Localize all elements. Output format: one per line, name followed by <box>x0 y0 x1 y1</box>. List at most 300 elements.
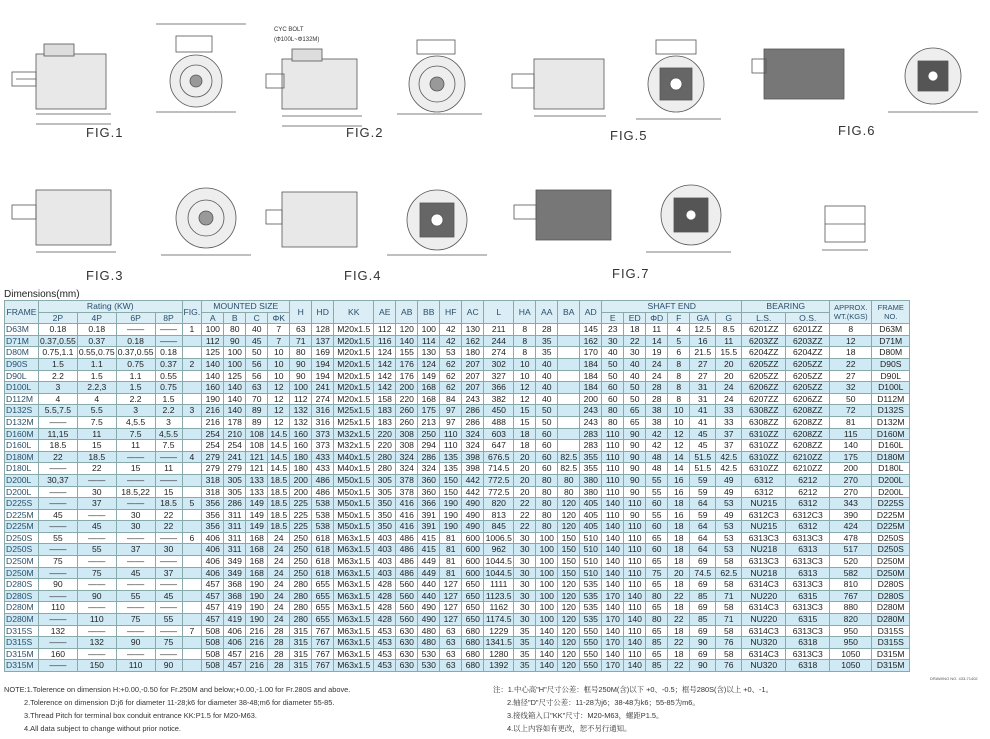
table-cell: 90 <box>690 660 716 672</box>
col-approx-wt: APPROX. WT.(KGS) <box>830 301 872 324</box>
table-cell: —— <box>116 324 155 336</box>
table-row <box>5 463 910 475</box>
col-ab: AB <box>396 301 418 324</box>
table-cell: 600 <box>462 567 484 579</box>
table-cell <box>182 602 202 614</box>
table-cell: 58 <box>716 625 742 637</box>
table-cell: 125 <box>202 347 224 359</box>
table-cell: 30 <box>514 579 536 591</box>
table-cell: 140 <box>602 567 624 579</box>
note-en-3: 3.Thread Pitch for terminal box conduit entrance KK:P1.5 for M20-M63. <box>24 711 257 720</box>
table-cell: 360 <box>418 474 440 486</box>
table-cell: 6206ZZ <box>786 393 830 405</box>
table-cell: 24 <box>268 544 290 556</box>
table-cell: 80 <box>536 474 558 486</box>
table-cell: 16 <box>668 486 690 498</box>
table-cell: 355 <box>580 451 602 463</box>
frame-cell: D225M <box>5 521 39 533</box>
table-cell: 50 <box>602 370 624 382</box>
table-cell: 8.5 <box>716 324 742 336</box>
table-cell: 207 <box>462 370 484 382</box>
table-cell: M63x1.5 <box>334 579 374 591</box>
table-cell: 120 <box>558 660 580 672</box>
table-cell: 31 <box>690 382 716 394</box>
table-cell: M63x1.5 <box>334 590 374 602</box>
col-kk: KK <box>334 301 374 324</box>
table-cell: 286 <box>224 498 246 510</box>
table-cell: —— <box>77 509 116 521</box>
table-cell: 600 <box>462 556 484 568</box>
table-cell: 405 <box>580 521 602 533</box>
table-cell: 85 <box>646 660 668 672</box>
table-cell: 63 <box>440 625 462 637</box>
table-cell: 6313C3 <box>742 556 786 568</box>
table-cell: 254 <box>202 440 224 452</box>
table-cell: 510 <box>580 556 602 568</box>
table-cell: 8 <box>668 358 690 370</box>
col-d: ΦD <box>646 312 668 324</box>
col-6p: 6P <box>116 312 155 324</box>
table-cell: 14 <box>646 335 668 347</box>
table-cell: 194 <box>312 358 334 370</box>
table-cell: 254 <box>224 440 246 452</box>
table-cell: 538 <box>312 498 334 510</box>
table-cell: 80 <box>602 405 624 417</box>
table-cell: 283 <box>580 440 602 452</box>
table-cell: 22 <box>77 463 116 475</box>
table-cell: 100 <box>224 358 246 370</box>
table-cell: 416 <box>396 509 418 521</box>
table-cell: 64 <box>690 544 716 556</box>
table-cell: M20x1.5 <box>334 393 374 405</box>
table-cell: 121 <box>246 463 268 475</box>
col-a: A <box>202 312 224 324</box>
table-cell: 62 <box>440 358 462 370</box>
table-cell: 0.55 <box>155 370 182 382</box>
table-cell: 80 <box>536 486 558 498</box>
table-cell: 22 <box>514 521 536 533</box>
table-cell: 33 <box>716 405 742 417</box>
col-ls: L.S. <box>742 312 786 324</box>
frame-no-cell: D225M <box>872 509 910 521</box>
table-cell: 324 <box>462 440 484 452</box>
table-cell: 37 <box>716 440 742 452</box>
table-cell: 21.5 <box>690 347 716 359</box>
frame-no-cell: D250M <box>872 567 910 579</box>
col-h: H <box>290 301 312 324</box>
table-cell: 69 <box>690 648 716 660</box>
table-cell: 75 <box>116 614 155 626</box>
table-cell: 6310ZZ <box>742 463 786 475</box>
table-cell: 33 <box>716 416 742 428</box>
table-cell: 6313C3 <box>786 648 830 660</box>
table-cell: 366 <box>418 498 440 510</box>
table-cell <box>558 382 580 394</box>
table-cell: 311 <box>224 544 246 556</box>
table-cell: 630 <box>396 637 418 649</box>
table-cell: 59 <box>690 474 716 486</box>
table-cell: 135 <box>440 451 462 463</box>
table-cell: 100 <box>536 614 558 626</box>
table-cell: 133 <box>246 474 268 486</box>
table-cell: 142 <box>374 358 396 370</box>
frame-cell: D160M <box>5 428 39 440</box>
table-cell: 110 <box>624 532 646 544</box>
table-cell: 22 <box>39 451 78 463</box>
table-cell: 3 <box>39 382 78 394</box>
table-cell: 428 <box>374 579 396 591</box>
table-cell: 31 <box>690 393 716 405</box>
table-cell: M25x1.5 <box>334 416 374 428</box>
table-cell: 12 <box>514 393 536 405</box>
table-cell: 486 <box>396 567 418 579</box>
table-cell: 18 <box>668 602 690 614</box>
table-cell: 457 <box>202 614 224 626</box>
table-cell: 170 <box>602 660 624 672</box>
table-cell: 140 <box>202 358 224 370</box>
table-cell: 772.5 <box>484 474 514 486</box>
table-cell <box>558 335 580 347</box>
table-cell: —— <box>155 451 182 463</box>
table-cell: 254 <box>202 428 224 440</box>
table-cell: 24 <box>646 358 668 370</box>
table-cell: 110 <box>39 602 78 614</box>
table-cell: 168 <box>418 382 440 394</box>
table-cell: 184 <box>580 358 602 370</box>
table-cell: 30 <box>116 521 155 533</box>
table-cell: 368 <box>224 590 246 602</box>
fig5-label: FIG.5 <box>610 128 648 143</box>
table-cell: 324 <box>396 451 418 463</box>
table-cell: —— <box>116 451 155 463</box>
table-cell: 7.5 <box>116 428 155 440</box>
table-cell: 1.5 <box>155 393 182 405</box>
table-cell: 530 <box>418 660 440 672</box>
table-cell: 216 <box>202 405 224 417</box>
table-cell: 450 <box>484 405 514 417</box>
table-cell: 170 <box>602 637 624 649</box>
table-cell: 442 <box>462 474 484 486</box>
table-cell: 12 <box>514 382 536 394</box>
table-cell: 71 <box>290 335 312 347</box>
table-cell: —— <box>155 335 182 347</box>
fig2-label: FIG.2 <box>346 125 384 140</box>
table-cell: 30 <box>514 556 536 568</box>
table-cell: 488 <box>484 416 514 428</box>
frame-no-cell: D63M <box>872 324 910 336</box>
motor-figures <box>0 0 990 285</box>
table-cell: 286 <box>418 451 440 463</box>
table-cell: 65 <box>646 532 668 544</box>
table-cell: 75 <box>155 637 182 649</box>
table-cell: 428 <box>374 590 396 602</box>
dimensions-table <box>4 300 910 672</box>
table-cell: 62 <box>440 370 462 382</box>
table-cell: 58 <box>716 602 742 614</box>
table-cell: —— <box>116 498 155 510</box>
table-cell: 100 <box>536 602 558 614</box>
col-2p: 2P <box>39 312 78 324</box>
table-cell: 22 <box>830 358 872 370</box>
frame-cell: D200L <box>5 474 39 486</box>
table-cell <box>182 590 202 602</box>
table-cell: 140 <box>624 660 646 672</box>
table-cell: 80 <box>646 590 668 602</box>
table-cell: 60 <box>646 498 668 510</box>
table-cell: 241 <box>312 382 334 394</box>
table-cell: 41 <box>690 416 716 428</box>
table-cell: 42.5 <box>716 451 742 463</box>
table-cell: 486 <box>396 544 418 556</box>
table-cell: 140 <box>602 532 624 544</box>
table-cell: 308 <box>396 440 418 452</box>
table-cell: 6208ZZ <box>786 440 830 452</box>
frame-no-cell: D280S <box>872 590 910 602</box>
frame-no-cell: D280M <box>872 614 910 626</box>
table-cell: 510 <box>580 567 602 579</box>
col-l: L <box>484 301 514 324</box>
table-row <box>5 405 910 417</box>
table-cell: 12.5 <box>690 324 716 336</box>
table-cell: 355 <box>580 463 602 475</box>
table-cell: NU320 <box>742 660 786 672</box>
table-cell: 132 <box>39 625 78 637</box>
table-cell: 324 <box>396 463 418 475</box>
table-row <box>5 602 910 614</box>
table-row <box>5 370 910 382</box>
table-cell: 1.1 <box>77 358 116 370</box>
table-cell: 6205ZZ <box>742 358 786 370</box>
table-cell: 216 <box>246 660 268 672</box>
table-cell: 0.18 <box>155 347 182 359</box>
table-cell: 184 <box>580 370 602 382</box>
table-cell: 18 <box>830 347 872 359</box>
shaft-detail-drawing <box>810 198 880 258</box>
table-cell: 311 <box>224 509 246 521</box>
table-cell: —— <box>77 474 116 486</box>
table-cell: 132 <box>290 416 312 428</box>
table-cell: 655 <box>312 602 334 614</box>
table-cell: 315 <box>290 637 312 649</box>
table-cell <box>558 416 580 428</box>
table-cell: 403 <box>374 556 396 568</box>
table-cell: 48 <box>646 451 668 463</box>
table-cell: 158 <box>374 393 396 405</box>
table-cell: NU218 <box>742 544 786 556</box>
table-cell: 28 <box>268 637 290 649</box>
table-cell: 490 <box>418 602 440 614</box>
table-cell: 650 <box>462 579 484 591</box>
table-cell: 60 <box>536 440 558 452</box>
col-hf: HF <box>440 301 462 324</box>
table-cell: 55 <box>155 614 182 626</box>
table-cell: 162 <box>462 335 484 347</box>
table-cell: 90 <box>39 579 78 591</box>
table-cell: 8 <box>514 324 536 336</box>
table-cell: 490 <box>418 614 440 626</box>
table-cell: 76 <box>716 660 742 672</box>
table-cell: 69 <box>690 602 716 614</box>
table-cell: 315 <box>290 648 312 660</box>
table-cell: 15 <box>116 463 155 475</box>
table-cell: 6208ZZ <box>786 405 830 417</box>
table-cell: 550 <box>580 637 602 649</box>
note-cn-2: 2.轴径"D"尺寸公差：11-28为j6；38-48为k6；55-85为m6。 <box>507 698 700 707</box>
table-cell: 11 <box>116 440 155 452</box>
table-cell: M63x1.5 <box>334 637 374 649</box>
table-cell: 180 <box>462 347 484 359</box>
table-cell: 324 <box>418 463 440 475</box>
table-cell: 150 <box>440 486 462 498</box>
table-cell: 100 <box>536 556 558 568</box>
table-cell <box>182 486 202 498</box>
table-cell: 950 <box>830 637 872 649</box>
table-cell: 15 <box>514 405 536 417</box>
table-cell: 603 <box>484 428 514 440</box>
table-cell: 16 <box>668 509 690 521</box>
table-cell: 183 <box>374 405 396 417</box>
frame-cell: D112M <box>5 393 39 405</box>
table-cell: 133 <box>246 486 268 498</box>
col-frame-no: FRAME NO. <box>872 301 910 324</box>
table-cell <box>558 358 580 370</box>
table-cell: 180 <box>290 451 312 463</box>
table-cell: 140 <box>202 370 224 382</box>
table-cell: 6313C3 <box>786 625 830 637</box>
table-cell: 160 <box>202 382 224 394</box>
table-cell: 65 <box>624 405 646 417</box>
table-cell: 170 <box>580 347 602 359</box>
table-cell: 16 <box>690 335 716 347</box>
table-cell: 6205ZZ <box>786 358 830 370</box>
table-cell: 127 <box>440 614 462 626</box>
table-cell: 213 <box>418 416 440 428</box>
table-cell: 74.5 <box>690 567 716 579</box>
table-cell: 116 <box>374 335 396 347</box>
table-cell: 64 <box>690 521 716 533</box>
table-cell: 538 <box>312 509 334 521</box>
table-cell: M40x1.5 <box>334 451 374 463</box>
table-cell: 140 <box>602 556 624 568</box>
table-cell: 311 <box>224 521 246 533</box>
frame-no-cell: D225S <box>872 498 910 510</box>
table-cell: 560 <box>396 579 418 591</box>
table-cell: 60 <box>646 521 668 533</box>
table-cell: 18.5 <box>268 474 290 486</box>
table-cell: 132 <box>77 637 116 649</box>
table-cell: 0.75 <box>116 358 155 370</box>
table-cell: 280 <box>290 602 312 614</box>
table-cell: 89 <box>246 416 268 428</box>
frame-cell: D132S <box>5 405 39 417</box>
table-row <box>5 451 910 463</box>
table-cell: 42 <box>440 335 462 347</box>
frame-cell: D225S <box>5 498 39 510</box>
table-cell: 90 <box>116 637 155 649</box>
frame-no-cell: D112M <box>872 393 910 405</box>
table-cell: 243 <box>580 405 602 417</box>
table-cell: 132 <box>290 405 312 417</box>
table-cell: 4 <box>182 451 202 463</box>
table-cell: 51.5 <box>690 463 716 475</box>
table-cell: 30 <box>602 335 624 347</box>
table-cell: 140 <box>224 393 246 405</box>
table-cell: 294 <box>418 440 440 452</box>
table-cell: 457 <box>202 579 224 591</box>
frame-cell: D250M <box>5 556 39 568</box>
table-cell: 24 <box>268 579 290 591</box>
table-row <box>5 625 910 637</box>
col-os: O.S. <box>786 312 830 324</box>
table-cell: 530 <box>418 648 440 660</box>
table-cell: 406 <box>224 625 246 637</box>
table-cell: 216 <box>246 637 268 649</box>
table-cell: 1 <box>182 324 202 336</box>
table-cell: 279 <box>202 463 224 475</box>
table-row <box>5 358 910 370</box>
table-cell: 508 <box>202 648 224 660</box>
table-cell: 50 <box>624 393 646 405</box>
table-cell: 37 <box>155 567 182 579</box>
table-cell: 142 <box>374 382 396 394</box>
table-cell: 120 <box>558 590 580 602</box>
table-cell: 8 <box>668 393 690 405</box>
table-cell: 82.5 <box>558 451 580 463</box>
table-cell: 22 <box>668 637 690 649</box>
table-cell: 30 <box>514 567 536 579</box>
table-cell: 145 <box>580 324 602 336</box>
table-cell: 80 <box>558 474 580 486</box>
fig1-label: FIG.1 <box>86 125 124 140</box>
fig4-label: FIG.4 <box>344 268 382 283</box>
frame-cell: D180M <box>5 451 39 463</box>
table-cell: 20 <box>514 463 536 475</box>
frame-no-cell: D180M <box>872 451 910 463</box>
table-cell: 65 <box>646 648 668 660</box>
table-cell: M20x1.5 <box>334 370 374 382</box>
table-cell: 6312 <box>786 498 830 510</box>
table-cell: 168 <box>246 556 268 568</box>
table-cell: 6318 <box>786 660 830 672</box>
table-cell: 647 <box>484 440 514 452</box>
frame-no-cell: D315S <box>872 625 910 637</box>
table-cell <box>182 614 202 626</box>
note-cn-3: 3.接线箱入口"KK"尺寸：M20-M63，螺距P1.5。 <box>507 711 664 720</box>
col-ba: BA <box>558 301 580 324</box>
table-cell: 1174.5 <box>484 614 514 626</box>
table-cell: 80 <box>536 521 558 533</box>
table-cell: 62 <box>440 382 462 394</box>
table-cell: 207 <box>462 358 484 370</box>
note-cn-4: 4.以上内容如有更改，恕不另行通知。 <box>507 724 632 733</box>
table-cell: 6312 <box>742 486 786 498</box>
table-cell: 137 <box>312 335 334 347</box>
table-cell: 6312C3 <box>786 509 830 521</box>
table-cell: 6310ZZ <box>742 451 786 463</box>
table-cell: 37 <box>716 428 742 440</box>
table-cell: 440 <box>418 579 440 591</box>
table-cell: 2.2 <box>39 370 78 382</box>
table-cell: 349 <box>224 556 246 568</box>
table-cell: 30 <box>514 590 536 602</box>
table-cell: 108 <box>246 440 268 452</box>
table-cell: 7 <box>182 625 202 637</box>
col-aa: AA <box>536 301 558 324</box>
table-cell: 200 <box>580 393 602 405</box>
table-cell: 97 <box>440 405 462 417</box>
table-cell: 97 <box>440 416 462 428</box>
fig3-drawing <box>6 160 261 270</box>
